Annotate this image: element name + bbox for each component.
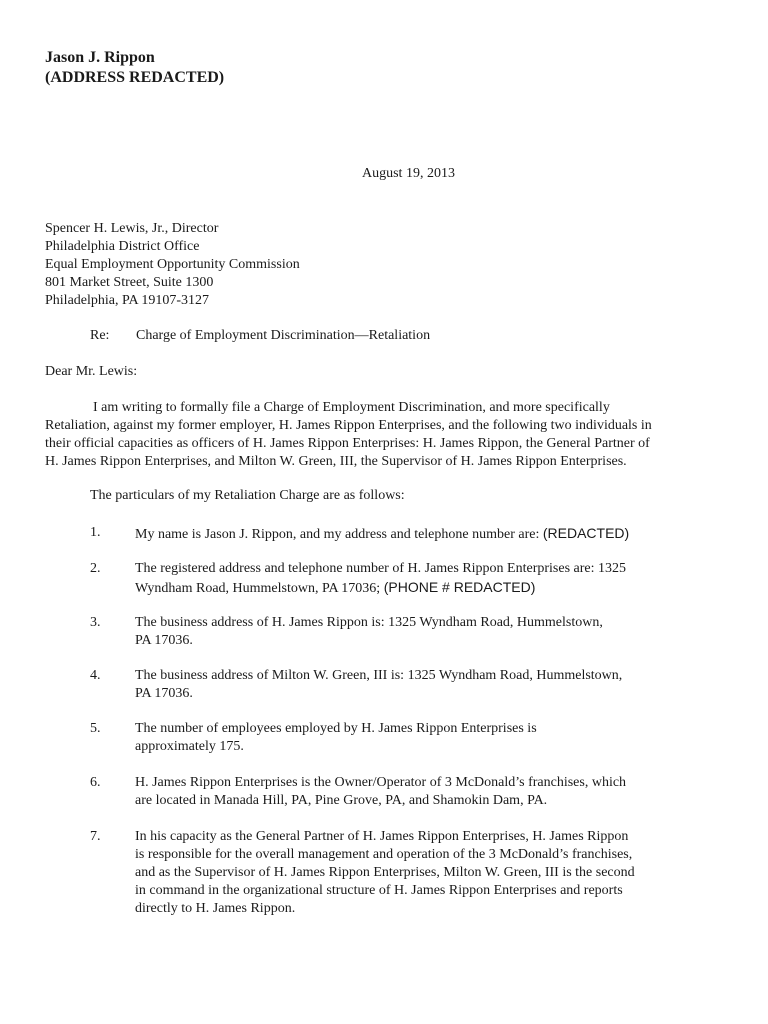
recipient-line: Spencer H. Lewis, Jr., Director [45, 221, 219, 236]
item-number: 5. [90, 721, 101, 736]
item-number: 2. [90, 561, 101, 576]
sender-address: (ADDRESS REDACTED) [45, 69, 225, 86]
item-text [135, 524, 695, 544]
item-number: 3. [90, 615, 101, 630]
item-line: in command in the organizational structure of H. James Rippon Enterprises and reports [135, 883, 623, 898]
re-label: Re: [90, 328, 110, 343]
item-text [135, 614, 695, 650]
item-number: 6. [90, 775, 101, 790]
item-text [135, 667, 695, 703]
particulars-intro: The particulars of my Retaliation Charge are as follows: [90, 488, 405, 503]
item-line: The number of employees employed by H. James Rippon Enterprises is [135, 721, 537, 736]
re-subject: Charge of Employment Discrimination—Retaliation [136, 328, 431, 343]
item-line: The registered address and telephone number of H. James Rippon Enterprises are: 1325 [135, 561, 627, 576]
intro-line: I am writing to formally file a Charge of Employment Discrimination, and more specifically [93, 400, 610, 415]
item-line: PA 17036. [135, 633, 193, 648]
salutation: Dear Mr. Lewis: [45, 364, 138, 379]
item-text [135, 774, 695, 810]
item-line: PA 17036. [135, 686, 193, 701]
recipient-line: 801 Market Street, Suite 1300 [45, 275, 214, 290]
item-line: H. James Rippon Enterprises is the Owner/Operator of 3 McDonald’s franchises, which [135, 775, 627, 790]
recipient-line: Philadelphia, PA 19107-3127 [45, 293, 209, 308]
item-line: approximately 175. [135, 739, 244, 754]
intro-line: H. James Rippon Enterprises, and Milton W. Green, III, the Supervisor of H. James Rippon Enterprises. [45, 454, 627, 469]
intro-paragraph [45, 399, 705, 471]
item-line: and as the Supervisor of H. James Rippon Enterprises, Milton W. Green, III is the second [135, 865, 635, 880]
recipient-block [45, 220, 300, 310]
sender-name: Jason J. Rippon [45, 49, 155, 66]
item-text [135, 560, 695, 598]
letter-date: August 19, 2013 [362, 166, 455, 181]
item-number: 4. [90, 668, 101, 683]
item-line: My name is Jason J. Rippon, and my address and telephone number are: [135, 527, 543, 542]
item-line: is responsible for the overall management and operation of the 3 McDonald’s franchises, [135, 847, 633, 862]
item-number: 7. [90, 829, 101, 844]
item-line: The business address of H. James Rippon is: 1325 Wyndham Road, Hummelstown, [135, 615, 603, 630]
item-line: Wyndham Road, Hummelstown, PA 17036; [135, 581, 384, 596]
intro-line: their official capacities as officers of H. James Rippon Enterprises: H. James Rippon, the General Partner of [45, 436, 650, 451]
item-line: The business address of Milton W. Green, III is: 1325 Wyndham Road, Hummelstown, [135, 668, 623, 683]
re-line [90, 328, 430, 344]
item-line: are located in Manada Hill, PA, Pine Grove, PA, and Shamokin Dam, PA. [135, 793, 548, 808]
item-number: 1. [90, 525, 101, 540]
recipient-line: Philadelphia District Office [45, 239, 200, 254]
redacted-label: (PHONE # REDACTED) [383, 579, 536, 595]
item-text [135, 828, 695, 918]
redacted-label: (REDACTED) [542, 525, 630, 541]
item-text [135, 720, 695, 756]
item-line: directly to H. James Rippon. [135, 901, 296, 916]
intro-line: Retaliation, against my former employer, H. James Rippon Enterprises, and the following two individuals in [45, 418, 652, 433]
recipient-line: Equal Employment Opportunity Commission [45, 257, 300, 272]
item-line: In his capacity as the General Partner of H. James Rippon Enterprises, H. James Rippon [135, 829, 629, 844]
sender-block [45, 48, 224, 88]
